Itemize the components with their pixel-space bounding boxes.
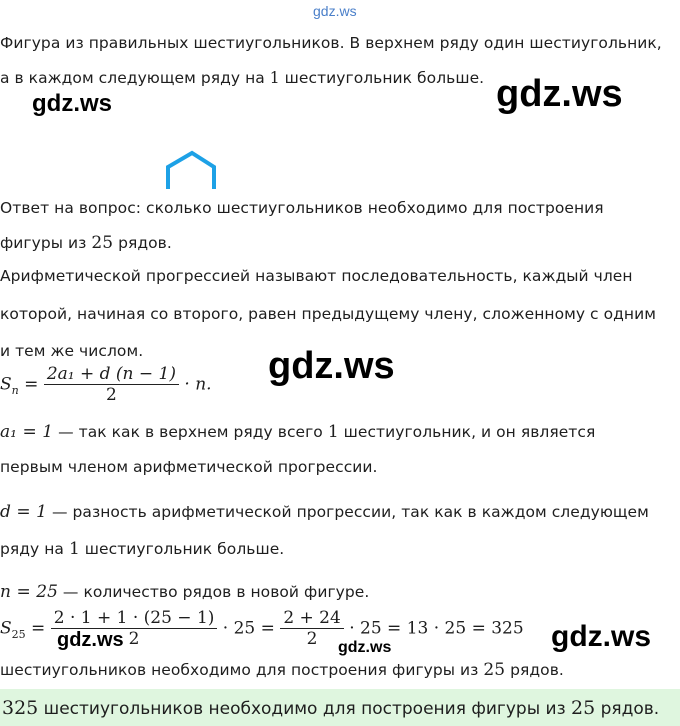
formula-sn: $S_n$ = $\frac{\text{2a₁ + d (n − 1)}}{2}$ · n. bbox=[0, 364, 212, 405]
calc-s25: $S_{25}$ = $\frac{2 \cdot 1 + 1 \cdot (25 - 1)}{2}$ · 25 = $\frac{2 + 24}{2}$ · 25 = 13 · 25 = 325 bbox=[0, 608, 524, 649]
definition-line-2: которой, начиная со второго, равен предыдущему члену, сложенному с одним bbox=[0, 305, 656, 323]
definition-line-1: Арифметической прогрессией называют последовательность, каждый член bbox=[0, 267, 633, 285]
watermark: gdz.ws bbox=[496, 73, 623, 115]
task-line-1: Фигура из правильных шестиугольников. В верхнем ряду один шестиугольник, bbox=[0, 34, 662, 52]
watermark: gdz.ws bbox=[57, 629, 124, 651]
answer-text: 325 шестиугольников необходимо для построения фигуры из 25 рядов. bbox=[2, 697, 660, 719]
calc-line-2: шестиугольников необходимо для построения фигуры из 25 рядов. bbox=[0, 660, 564, 680]
watermark: gdz.ws bbox=[268, 345, 395, 387]
definition-line-3: и тем же числом. bbox=[0, 342, 144, 360]
question-line-1: Ответ на вопрос: сколько шестиугольников необходимо для построения bbox=[0, 199, 604, 217]
question-line-2: фигуры из 25 рядов. bbox=[0, 233, 172, 253]
a1-line-2: первым членом арифметической прогрессии. bbox=[0, 458, 378, 476]
watermark: gdz.ws bbox=[338, 639, 392, 656]
d-line-2: ряду на 1 шестиугольник больше. bbox=[0, 539, 285, 559]
watermark-top: gdz.ws bbox=[313, 3, 357, 19]
a1-line-1: a₁ = 1 — так как в верхнем ряду всего 1 шестиугольник, и он является bbox=[0, 422, 596, 442]
d-line-1: d = 1 — разность арифметической прогрессии, так как в каждом следующем bbox=[0, 502, 649, 522]
n-line: n = 25 — количество рядов в новой фигуре. bbox=[0, 582, 370, 602]
task-line-2: а в каждом следующем ряду на 1 шестиугольник больше. bbox=[0, 69, 485, 87]
watermark: gdz.ws bbox=[32, 90, 113, 117]
watermark: gdz.ws bbox=[551, 620, 652, 653]
hexagon-figure bbox=[163, 149, 219, 191]
